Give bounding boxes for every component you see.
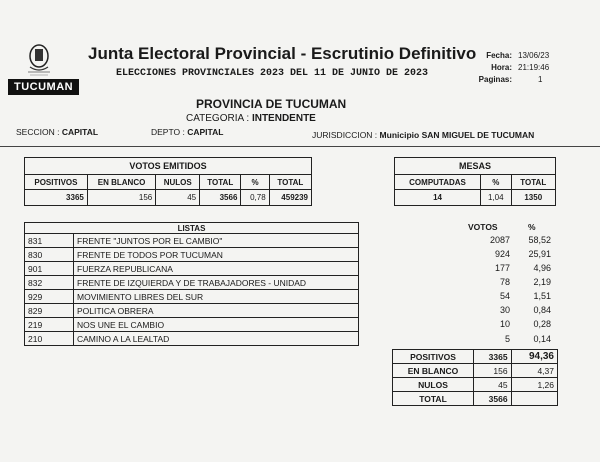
list-number: 210 [25,332,74,346]
table-row [393,350,558,364]
listas-table [24,222,359,346]
listas-title: LISTAS [25,223,359,234]
cell: 1350 [511,190,555,206]
election-subtitle: ELECCIONES PROVINCIALES 2023 DEL 11 DE JUNIO DE 2023 [116,68,429,79]
table-row [25,304,359,318]
votos-column-header: VOTOS [468,222,498,232]
votos-emitidos-table [24,157,312,206]
summary-label: TOTAL [393,392,474,406]
list-pct: 0,14 [533,334,551,344]
list-name: MOVIMIENTO LIBRES DEL SUR [74,290,359,304]
summary-label: POSITIVOS [393,350,474,364]
list-votes: 177 [494,263,510,273]
jurisdiccion-label: JURISDICCION : [312,130,378,140]
table-row [25,318,359,332]
table-row [393,378,558,392]
header-divider [0,146,600,147]
table-row [25,332,359,346]
depto-value: CAPITAL [187,127,224,137]
cell: 1,04 [481,190,511,206]
col-header: TOTAL [511,175,555,190]
cell: 14 [395,190,481,206]
table-row [25,290,359,304]
table-row [393,392,558,406]
table-row [25,276,359,290]
col-header: EN BLANCO [87,175,155,190]
document-title: Junta Electoral Provincial - Escrutinio Definitivo [88,44,477,63]
mesas-title: MESAS [395,158,556,175]
list-votes: 2087 [489,235,510,245]
list-pct: 0,28 [533,319,551,329]
list-votes: 10 [499,319,510,329]
list-number: 219 [25,318,74,332]
list-name: NOS UNE EL CAMBIO [74,318,359,332]
col-header: NULOS [156,175,200,190]
list-name: CAMINO A LA LEALTAD [74,332,359,346]
list-votes: 54 [499,291,510,301]
list-votes: 5 [504,334,510,344]
table-row [25,248,359,262]
cell: 0,78 [241,190,269,206]
list-number: 901 [25,262,74,276]
hora-value: 21:19:46 [518,63,550,72]
table-row [393,364,558,378]
cell: 459239 [269,190,311,206]
list-name: FRENTE DE IZQUIERDA Y DE TRABAJADORES - UNIDAD [74,276,359,290]
summary-pct [511,392,557,406]
summary-pct: 94,36 [511,350,557,364]
province-heading: PROVINCIA DE TUCUMAN [196,97,347,111]
summary-votes: 3566 [474,392,512,406]
jurisdiccion-value: Municipio SAN MIGUEL DE TUCUMAN [379,130,535,140]
cell: 3365 [25,190,88,206]
list-name: FUERZA REPUBLICANA [74,262,359,276]
fecha-label: Fecha: [486,51,512,60]
summary-votes: 45 [474,378,512,392]
col-header: COMPUTADAS [395,175,481,190]
list-pct: 58,52 [528,235,551,245]
depto-field [151,127,223,137]
depto-label: DEPTO : [151,127,185,137]
col-header: TOTAL [269,175,311,190]
table-row [25,234,359,248]
category-line [186,113,316,124]
list-number: 832 [25,276,74,290]
cell: 3566 [200,190,241,206]
province-badge: TUCUMAN [8,79,79,95]
list-name: POLITICA OBRERA [74,304,359,318]
pct-column-header: % [528,222,536,232]
summary-pct: 1,26 [511,378,557,392]
paginas-value: 1 [538,75,543,84]
col-header: % [481,175,511,190]
col-header: POSITIVOS [25,175,88,190]
summary-votes: 3365 [474,350,512,364]
coat-of-arms-logo [24,43,54,77]
category-label: CATEGORIA : [186,113,250,124]
list-pct: 4,96 [533,263,551,273]
seccion-label: SECCION : [16,127,60,137]
list-number: 829 [25,304,74,318]
summary-votes: 156 [474,364,512,378]
col-header: % [241,175,269,190]
list-number: 831 [25,234,74,248]
list-pct: 0,84 [533,305,551,315]
table-row [25,262,359,276]
list-pct: 25,91 [528,249,551,259]
list-number: 830 [25,248,74,262]
category-value: INTENDENTE [251,113,316,124]
fecha-value: 13/06/23 [518,51,550,60]
paginas-label: Paginas: [478,75,512,84]
seccion-value: CAPITAL [61,127,99,137]
mesas-table [394,157,556,206]
summary-label: NULOS [393,378,474,392]
col-header: TOTAL [200,175,241,190]
list-votes: 78 [499,277,510,287]
summary-pct: 4,37 [511,364,557,378]
jurisdiccion-field [312,130,534,140]
list-votes: 30 [499,305,510,315]
summary-table [392,349,558,406]
seccion-field [16,127,98,137]
list-votes: 924 [494,249,510,259]
list-pct: 2,19 [533,277,551,287]
list-number: 929 [25,290,74,304]
list-pct: 1,51 [533,291,551,301]
cell: 156 [87,190,155,206]
hora-label: Hora: [491,63,512,72]
summary-label: EN BLANCO [393,364,474,378]
cell: 45 [156,190,200,206]
list-name: FRENTE "JUNTOS POR EL CAMBIO" [74,234,359,248]
list-name: FRENTE DE TODOS POR TUCUMAN [74,248,359,262]
votos-emitidos-title: VOTOS EMITIDOS [25,158,312,175]
